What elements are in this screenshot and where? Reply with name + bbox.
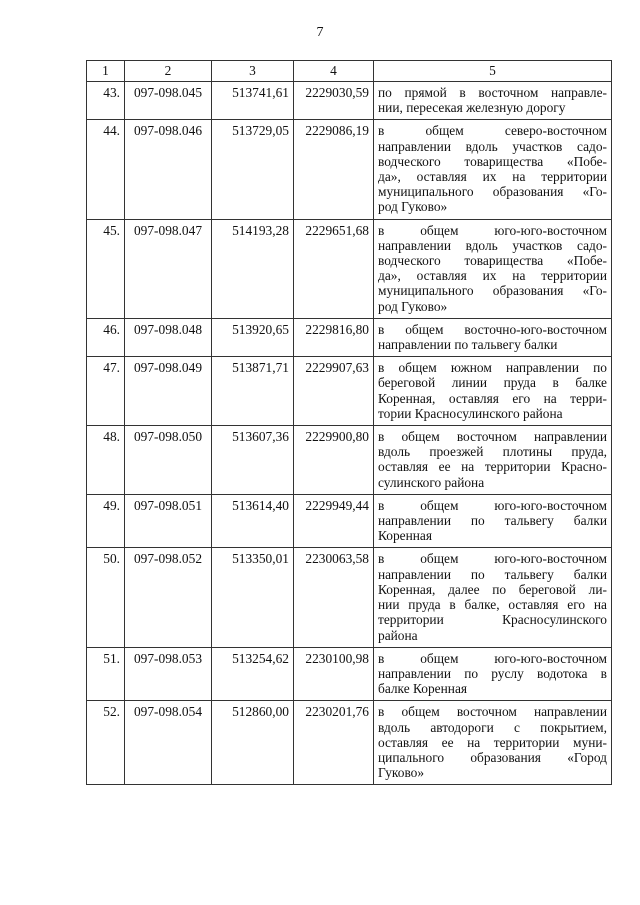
description-line: вдоль проезжей плотины пруда, [378,444,607,460]
row-number-cell: 43. [87,82,125,120]
x-coordinate-cell: 512860,00 [212,701,294,785]
description-line: направлении по тальвегу балки [378,566,607,582]
row-number-cell: 49. [87,494,125,548]
table-row [87,219,612,318]
description-line: род Гуково» [378,199,448,215]
description-line: муниципального образования «Го- [378,184,607,200]
column-header: 4 [294,61,374,82]
boundary-description-cell [374,426,612,495]
description-line: водческого товарищества «Побе- [378,253,607,269]
description-line: в общем восточном направлении [378,704,607,720]
table-row [87,494,612,548]
boundary-points-table [86,60,612,785]
x-coordinate-cell: 513614,40 [212,494,294,548]
description-line: направлении по руслу водотока в [378,665,607,681]
boundary-description-cell [374,647,612,701]
x-coordinate-cell: 513729,05 [212,120,294,219]
description-line: направлении вдоль участков садо- [378,138,607,154]
boundary-description-cell [374,120,612,219]
description-line: Коренная, далее по береговой ли- [378,581,607,597]
description-line: сулинского района [378,474,485,490]
point-code-cell: 097-098.052 [125,548,212,647]
y-coordinate-cell: 2229816,80 [294,318,374,356]
description-line: в общем юго-юго-восточном [378,551,607,567]
description-line: направлении вдоль участков садо- [378,237,607,253]
y-coordinate-cell: 2229949,44 [294,494,374,548]
column-header: 1 [87,61,125,82]
column-header: 5 [374,61,612,82]
point-code-cell: 097-098.046 [125,120,212,219]
x-coordinate-cell: 513350,01 [212,548,294,647]
table-row [87,82,612,120]
y-coordinate-cell: 2229651,68 [294,219,374,318]
description-line: муниципального образования «Го- [378,283,607,299]
x-coordinate-cell: 514193,28 [212,219,294,318]
description-line: тории Красносулинского района [378,405,563,421]
x-coordinate-cell: 513871,71 [212,357,294,426]
row-number-cell: 48. [87,426,125,495]
row-number-cell: 47. [87,357,125,426]
point-code-cell: 097-098.053 [125,647,212,701]
description-line: Коренная [378,528,433,544]
boundary-description-cell [374,219,612,318]
description-line: вдоль автодороги с покрытием, [378,719,607,735]
y-coordinate-cell: 2229907,63 [294,357,374,426]
x-coordinate-cell: 513920,65 [212,318,294,356]
description-line: территории Красносулинского [378,612,607,628]
table-row [87,318,612,356]
row-number-cell: 44. [87,120,125,219]
y-coordinate-cell: 2229030,59 [294,82,374,120]
description-line: ципального образования «Город [378,749,607,765]
y-coordinate-cell: 2230063,58 [294,548,374,647]
table-row [87,426,612,495]
x-coordinate-cell: 513741,61 [212,82,294,120]
description-line: Гуково» [378,765,425,781]
row-number-cell: 46. [87,318,125,356]
boundary-description-cell [374,357,612,426]
table-row [87,357,612,426]
description-line: Коренная, оставляя его на терри- [378,390,607,406]
y-coordinate-cell: 2229900,80 [294,426,374,495]
row-number-cell: 52. [87,701,125,785]
table-row [87,548,612,647]
description-line: по прямой в восточном направле- [378,85,607,100]
column-header: 2 [125,61,212,82]
description-line: района [378,627,418,643]
description-line: в общем северо-восточном [378,123,607,139]
description-line: в общем восточно-юго-восточном [378,321,607,337]
description-line: в общем юго-юго-восточном [378,222,607,238]
point-code-cell: 097-098.049 [125,357,212,426]
point-code-cell: 097-098.051 [125,494,212,548]
description-line: береговой линии пруда в балке [378,375,607,391]
column-header: 3 [212,61,294,82]
point-code-cell: 097-098.047 [125,219,212,318]
y-coordinate-cell: 2230201,76 [294,701,374,785]
description-line: направлении по тальвегу балки [378,513,607,529]
description-line: в общем южном направлении по [378,360,607,376]
x-coordinate-cell: 513607,36 [212,426,294,495]
boundary-description-cell [374,494,612,548]
boundary-description-cell [374,318,612,356]
table-header-row [87,61,612,82]
point-code-cell: 097-098.050 [125,426,212,495]
table-row [87,120,612,219]
description-line: в общем юго-юго-восточном [378,497,607,513]
table-row [87,701,612,785]
description-line: нии, пересекая железную дорогу [378,100,566,116]
y-coordinate-cell: 2230100,98 [294,647,374,701]
description-line: направлении по тальвегу балки [378,337,558,353]
description-line: род Гуково» [378,298,448,314]
boundary-description-cell [374,548,612,647]
point-code-cell: 097-098.054 [125,701,212,785]
row-number-cell: 51. [87,647,125,701]
page-number: 7 [316,25,324,40]
y-coordinate-cell: 2229086,19 [294,120,374,219]
boundary-description-cell [374,82,612,120]
description-line: водческого товарищества «Побе- [378,153,607,169]
description-line: да», оставляя их на территории [378,268,607,284]
description-line: да», оставляя их на территории [378,169,607,185]
x-coordinate-cell: 513254,62 [212,647,294,701]
boundary-description-cell [374,701,612,785]
row-number-cell: 50. [87,548,125,647]
description-line: оставляя ее на территории муни- [378,734,607,750]
table-row [87,647,612,701]
point-code-cell: 097-098.045 [125,82,212,120]
description-line: в общем восточном направлении [378,429,607,445]
row-number-cell: 45. [87,219,125,318]
description-line: оставляя ее на территории Красно- [378,459,607,475]
description-line: балке Коренная [378,681,468,697]
description-line: нии пруда в балке, оставляя его на [378,597,607,613]
description-line: в общем юго-юго-восточном [378,650,607,666]
point-code-cell: 097-098.048 [125,318,212,356]
